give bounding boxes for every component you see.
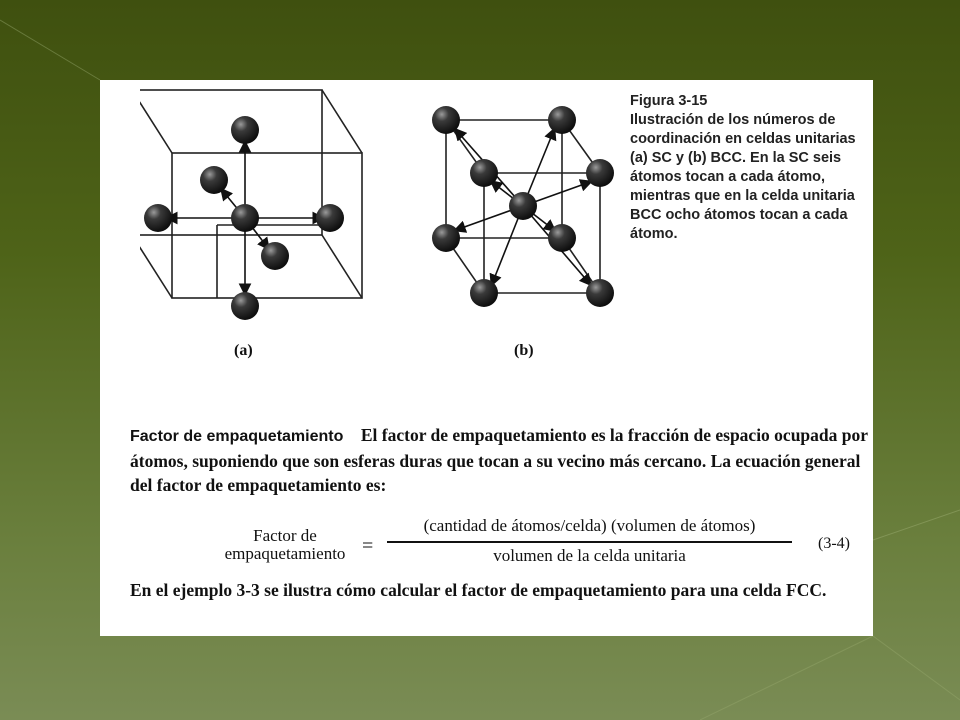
- equation-denominator: volumen de la celda unitaria: [493, 546, 686, 565]
- equation-equals: =: [362, 535, 374, 557]
- equation-numerator: (cantidad de átomos/celda) (volumen de átomos): [423, 516, 756, 535]
- figure-bcc-unit-cell: [420, 98, 630, 318]
- document-page: [100, 80, 873, 636]
- equation-fraction-bar: [387, 541, 792, 543]
- paragraph-example: En el ejemplo 3-3 se ilustra cómo calcular el factor de empaquetamiento para una celda FCC.: [130, 580, 827, 600]
- figure-sc-unit-cell: [140, 88, 380, 328]
- section-heading: Factor de empaquetamiento: [130, 428, 344, 445]
- figure-caption-text: Ilustración de los números de coordinación en celdas unitarias (a) SC y (b) BCC. En la SC seis átomos tocan a cada átomo, mientras que en la celda unitaria BCC ocho átomos tocan a cada átomo.: [630, 112, 856, 242]
- paragraph-packing-factor: [130, 423, 870, 497]
- figure-label-a: (a): [234, 342, 253, 359]
- paragraph-text-start: El: [360, 425, 382, 445]
- equation-lhs-line2: empaquetamiento: [224, 544, 346, 563]
- figure-label-b: (b): [514, 342, 534, 359]
- equation-number: (3-4): [818, 535, 850, 552]
- figure-caption-title: Figura 3-15: [630, 93, 708, 109]
- equation-lhs-line1: Factor de: [253, 526, 317, 545]
- paragraph-bold-term: factor de empaquetamiento: [381, 425, 587, 445]
- equation-lhs: [210, 527, 360, 563]
- paragraph-text-end: es la fracción de espacio ocupada por átomos, suponiendo que son esferas duras que tocan a su vecino más cercano. La ecuación general del factor de empaquetamiento es:: [130, 425, 868, 495]
- figure-caption: [630, 92, 875, 244]
